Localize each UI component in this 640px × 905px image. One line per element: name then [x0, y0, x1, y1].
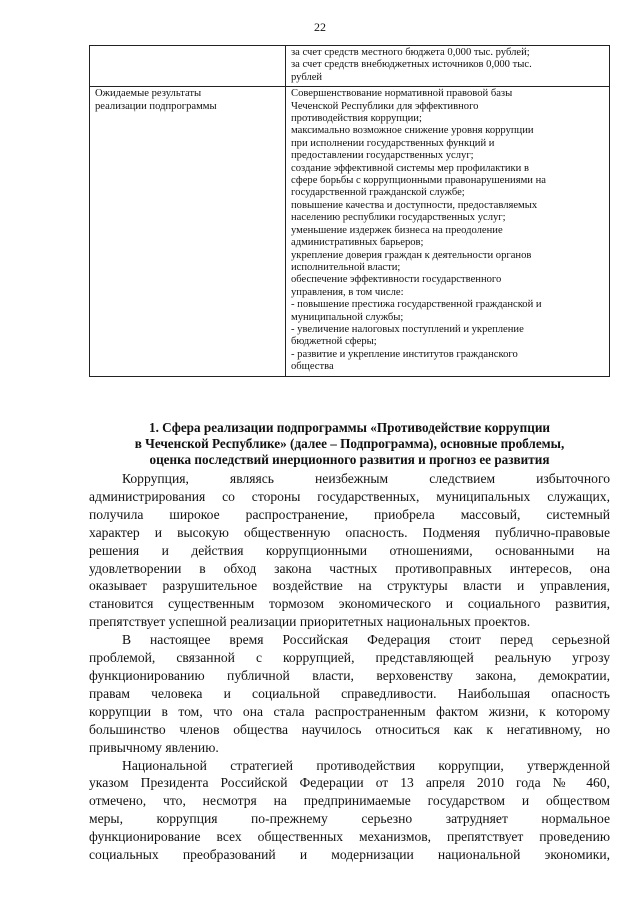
result-line: обеспечение эффективности государственного: [291, 274, 502, 286]
section-heading-line: 1. Сфера реализации подпрограммы «Противодействие коррупции: [148, 420, 551, 435]
expected-results-label: Ожидаемые результаты: [95, 88, 202, 100]
table-cell-label: [90, 46, 286, 87]
financing-line: рублей: [291, 71, 323, 83]
section-heading-line: оценка последствий инерционного развития и прогноз ее развития: [149, 452, 550, 467]
table-cell-label: [90, 87, 286, 376]
expected-results-label: реализации подпрограммы: [95, 100, 217, 112]
table-cell-expected-results: [286, 87, 610, 376]
result-line: общества: [291, 361, 334, 373]
result-line: - повышение престижа государственной гражданской и: [291, 299, 542, 311]
result-line: - развитие и укрепление институтов гражданского: [291, 348, 518, 360]
result-line: максимально возможное снижение уровня коррупции: [291, 125, 534, 137]
paragraph-line: функционирование всех общественных механизмов, препятствует проведению: [89, 829, 610, 845]
table-cell-financing: [286, 46, 610, 87]
paragraph-line: становится существенным тормозом экономического и социального развития,: [89, 596, 610, 612]
result-line: населению республики государственных услуг;: [291, 212, 506, 224]
paragraph-line: коррупции в том, что она стала распространенным фактом жизни, к которому: [89, 703, 610, 719]
result-line: государственной гражданской службе;: [291, 187, 465, 199]
result-line: уменьшение издержек бизнеса на преодоление: [291, 224, 503, 236]
table-row: [90, 87, 610, 376]
result-line: при исполнении государственных функций и: [291, 137, 495, 149]
paragraph-line: препятствует успешной реализации приоритетных национальных проектов.: [89, 614, 531, 630]
result-line: Чеченской Республики для эффективного: [291, 100, 479, 112]
section-heading: [89, 420, 610, 468]
result-line: управления, в том числе:: [291, 286, 404, 298]
result-line: предоставлении государственных услуг;: [291, 150, 474, 162]
paragraph: [89, 631, 610, 756]
result-line: сфере борьбы с коррупционными правонарушениями на: [291, 175, 546, 187]
paragraph: [89, 757, 610, 864]
passport-table: [89, 45, 610, 377]
result-line: бюджетной сферы;: [291, 336, 377, 348]
table-row: [90, 46, 610, 87]
result-line: укрепление доверия граждан к деятельности органов: [291, 249, 532, 261]
body-text: [89, 470, 610, 864]
paragraph-line: правам человека и социальной справедливости. Наибольшая опасность: [89, 685, 610, 701]
paragraph-line: проблемой, связанной с коррупцией, представляющей реальную угрозу: [89, 650, 610, 666]
paragraph-line: В настоящее время Российская Федерация стоит перед серьезной: [122, 632, 610, 648]
paragraph-line: большинство членов общества научилось относиться как к негативному, но: [89, 721, 610, 737]
result-line: противодействия коррупции;: [291, 113, 422, 125]
result-line: Совершенствование нормативной правовой базы: [291, 88, 513, 100]
paragraph-line: оказывает разрушительное воздействие на структуры власти и управления,: [89, 578, 610, 594]
result-line: муниципальной службы;: [291, 311, 404, 323]
paragraph-line: администрирования со стороны государственных, муниципальных служащих,: [89, 488, 610, 504]
page-number: 22: [314, 20, 326, 34]
paragraph-line: решения и действия коррупционными отношениями, основанными на: [89, 542, 610, 558]
paragraph-line: удовлетворении в обход закона частных противоправных интересов, она: [89, 560, 610, 576]
financing-line: за счет средств внебюджетных источников 0,000 тыс.: [291, 59, 532, 71]
result-line: исполнительной власти;: [291, 261, 401, 273]
paragraph-line: Коррупция, являясь неизбежным следствием избыточного: [122, 471, 610, 486]
result-line: - увеличение налоговых поступлений и укрепление: [291, 323, 524, 335]
paragraph-line: получила широкое распространение, приобрела массовый, системный: [89, 506, 610, 522]
section-heading-line: в Чеченской Республике» (далее – Подпрограмма), основные проблемы,: [134, 436, 565, 451]
result-line: административных барьеров;: [291, 237, 424, 249]
paragraph-line: указом Президента Российской Федерации от 13 апреля 2010 года № 460,: [89, 775, 610, 791]
paragraph-line: характер и высокую общественную опасность. Подменяя публично-правовые: [89, 524, 610, 540]
paragraph-line: привычному явлению.: [89, 739, 219, 755]
paragraph-line: функционированию публичной власти, верховенству закона, демократии,: [89, 667, 610, 683]
paragraph-line: меры, коррупция по-прежнему серьезно затрудняет нормальное: [89, 811, 610, 827]
result-line: создание эффективной системы мер профилактики в: [291, 162, 530, 174]
result-line: повышение качества и доступности, предоставляемых: [291, 199, 538, 211]
paragraph-line: социальных преобразований и модернизации национальной экономики,: [89, 847, 610, 863]
paragraph-line: Национальной стратегией противодействия коррупции, утвержденной: [122, 757, 610, 773]
paragraph-line: отмечено, что, несмотря на предпринимаемые государством и обществом: [89, 793, 610, 809]
financing-line: за счет средств местного бюджета 0,000 тыс. рублей;: [291, 47, 530, 58]
paragraph: [89, 470, 610, 631]
